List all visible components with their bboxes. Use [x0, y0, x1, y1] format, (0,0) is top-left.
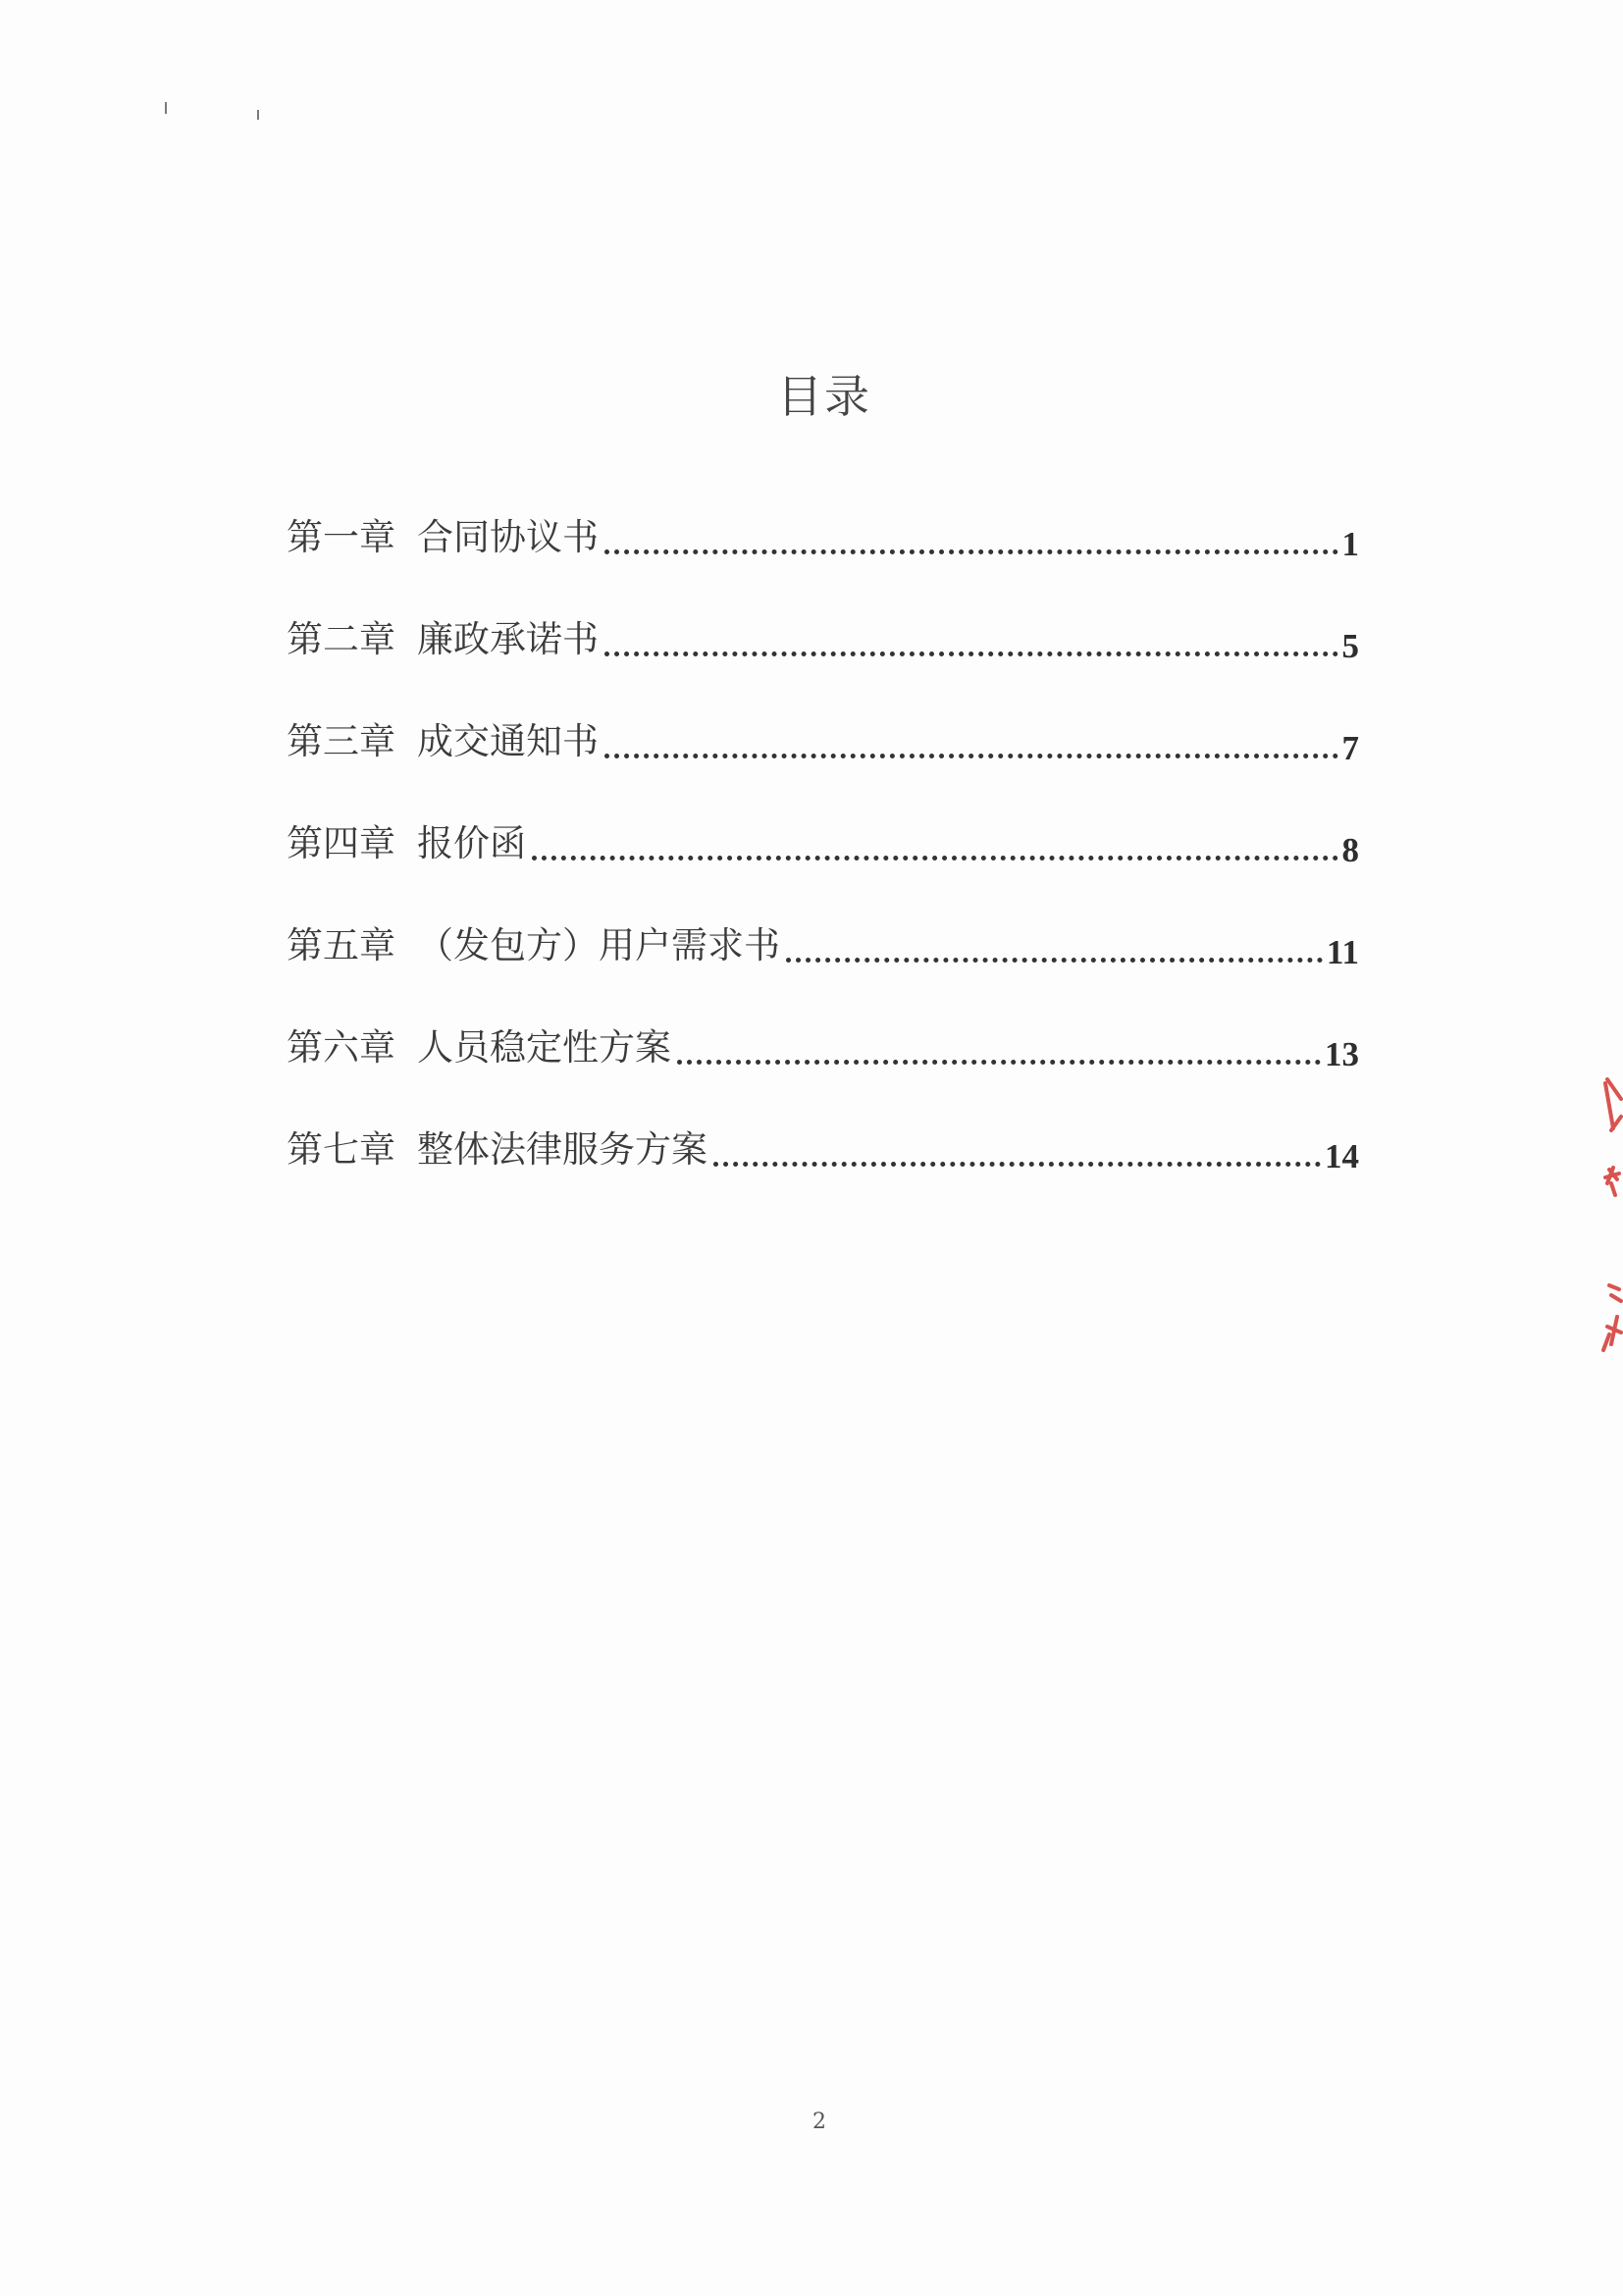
toc-chapter-label: 第七章: [287, 1128, 395, 1171]
toc-entry[interactable]: [287, 767, 1359, 869]
toc-entry-title: 成交通知书: [417, 720, 599, 762]
toc-chapter-label: 第二章: [287, 618, 395, 660]
toc-leader-dots: [713, 1162, 1321, 1167]
toc-chapter-label: 第四章: [287, 822, 395, 864]
toc-page-number: 11: [1326, 933, 1359, 971]
toc-page-number: 5: [1341, 627, 1359, 665]
toc-entry[interactable]: [287, 1073, 1359, 1175]
toc-leader-dots: [604, 652, 1338, 656]
toc-entry[interactable]: [287, 563, 1359, 665]
toc-entry-title: 人员稳定性方案: [417, 1026, 671, 1069]
toc-entry-title: 报价函: [417, 822, 526, 864]
toc-entry[interactable]: [287, 869, 1359, 971]
toc-chapter-label: 第三章: [287, 720, 395, 762]
toc-entry-text: [287, 1026, 671, 1073]
toc-chapter-label: 第六章: [287, 1026, 395, 1069]
toc-leader-dots: [604, 549, 1338, 554]
toc-title: 目录: [777, 370, 871, 423]
toc-page-number: 7: [1341, 729, 1359, 767]
table-of-contents: [287, 461, 1359, 1175]
page-number: 2: [812, 2110, 826, 2134]
toc-entry[interactable]: [287, 665, 1359, 767]
red-seal-stamp-icon: [1578, 1070, 1623, 1364]
toc-entry-title: 廉政承诺书: [417, 618, 599, 660]
toc-entry-text: [287, 822, 526, 869]
toc-entry-text: [287, 516, 599, 563]
toc-entry-title: 整体法律服务方案: [417, 1128, 707, 1171]
toc-page-number: 14: [1325, 1137, 1359, 1175]
toc-page-number: 1: [1341, 525, 1359, 563]
toc-entry-text: [287, 924, 780, 971]
toc-entry-text: [287, 1128, 707, 1175]
toc-leader-dots: [532, 856, 1338, 861]
toc-page-number: 8: [1341, 831, 1359, 869]
scan-mark: [165, 102, 167, 114]
toc-entry[interactable]: [287, 971, 1359, 1073]
toc-entry-text: [287, 720, 599, 767]
toc-entry-title: 合同协议书: [417, 516, 599, 558]
toc-chapter-label: 第一章: [287, 516, 395, 558]
toc-leader-dots: [604, 754, 1338, 758]
toc-entry-title: （发包方）用户需求书: [417, 924, 780, 966]
toc-leader-dots: [677, 1060, 1321, 1065]
toc-leader-dots: [786, 958, 1323, 963]
scan-mark: [257, 110, 259, 120]
toc-entry-text: [287, 618, 599, 665]
toc-entry[interactable]: [287, 461, 1359, 563]
toc-page-number: 13: [1325, 1035, 1359, 1073]
toc-chapter-label: 第五章: [287, 924, 395, 966]
